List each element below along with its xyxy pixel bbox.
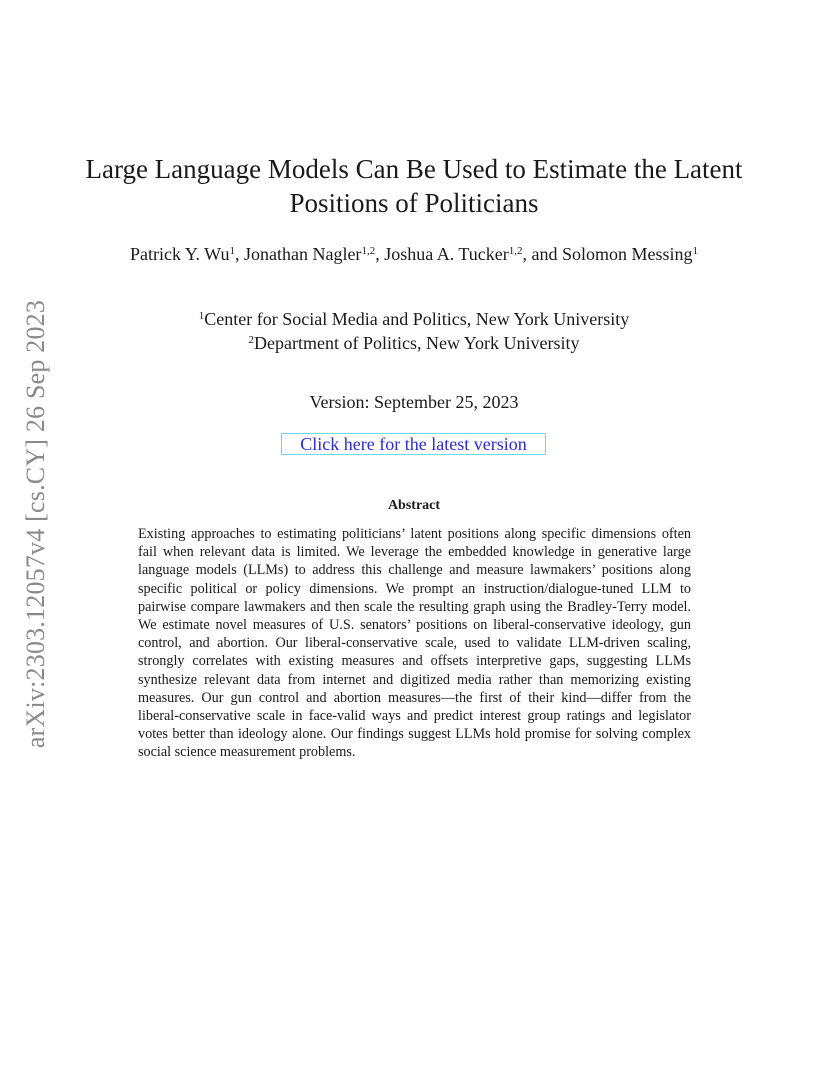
arxiv-stamp-text: arXiv:2303.12057v4 [cs.CY] 26 Sep 2023 bbox=[21, 299, 50, 749]
author-name: Joshua A. Tucker bbox=[384, 244, 509, 264]
author-name: Solomon Messing bbox=[561, 244, 693, 264]
affiliation-marker: 2 bbox=[248, 334, 255, 346]
affiliation-item bbox=[100, 307, 728, 331]
affiliation-name: Center for Social Media and Politics, New York University bbox=[204, 309, 630, 329]
author-conjunction: and bbox=[531, 244, 558, 264]
affiliation-item bbox=[100, 331, 728, 355]
author-list: Patrick Y. Wu$^1$, Jonathan Nagler$^{1,2}$, Joshua A. Tucker$^{1,2}$, and Solomon Messing$^1$ bbox=[130, 244, 698, 264]
abstract-heading: Abstract bbox=[387, 498, 441, 513]
author-affiliation-marker: 1 bbox=[692, 245, 698, 257]
affiliation-marker: 1 bbox=[198, 310, 205, 322]
affiliation-list bbox=[100, 307, 728, 355]
paper-title: Large Language Models Can Be Used to Estimate the Latent Positions of Politicians bbox=[85, 154, 743, 218]
version-line: Version: September 25, 2023 bbox=[309, 392, 519, 412]
abstract-body: Existing approaches to estimating politicians’ latent positions along specific dimensions often fail when relevant data is limited. We leverage the embedded knowledge in generative large language models (LLMs) to address this challenge and measure lawmakers’ positions along specific political or policy dimensions. We prompt an instruction/dialogue-tuned LLM to pairwise compare lawmakers and then scale the resulting graph using the Bradley-Terry model. We estimate novel measures of U.S. senators’ positions on liberal-conservative ideology, gun control, and abortion. Our liberal-conservative scale, used to validate LLM-driven scaling, strongly correlates with existing measures and offsets interpretive gaps, suggesting LLMs synthesize relevant data from internet and digitized media rather than memorizing existing measures. Our gun control and abortion measures—the first of their kind—differ from the liberal-conservative scale in face-valid ways and predict interest group ratings and legislator votes better than ideology alone. Our findings suggest LLMs hold promise for solving complex social science measurement problems. bbox=[138, 526, 691, 761]
author-affiliation-marker: 1 bbox=[229, 245, 235, 257]
author-affiliation-marker: 1,2 bbox=[508, 245, 523, 257]
author-affiliation-marker: 1,2 bbox=[361, 245, 376, 257]
author-name: Patrick Y. Wu bbox=[130, 244, 230, 264]
arxiv-stamp bbox=[16, 286, 56, 762]
latest-version-link[interactable]: Click here for the latest version bbox=[281, 433, 546, 455]
affiliation-name: Department of Politics, New York University bbox=[254, 333, 580, 353]
author-name: Jonathan Nagler bbox=[243, 244, 362, 264]
